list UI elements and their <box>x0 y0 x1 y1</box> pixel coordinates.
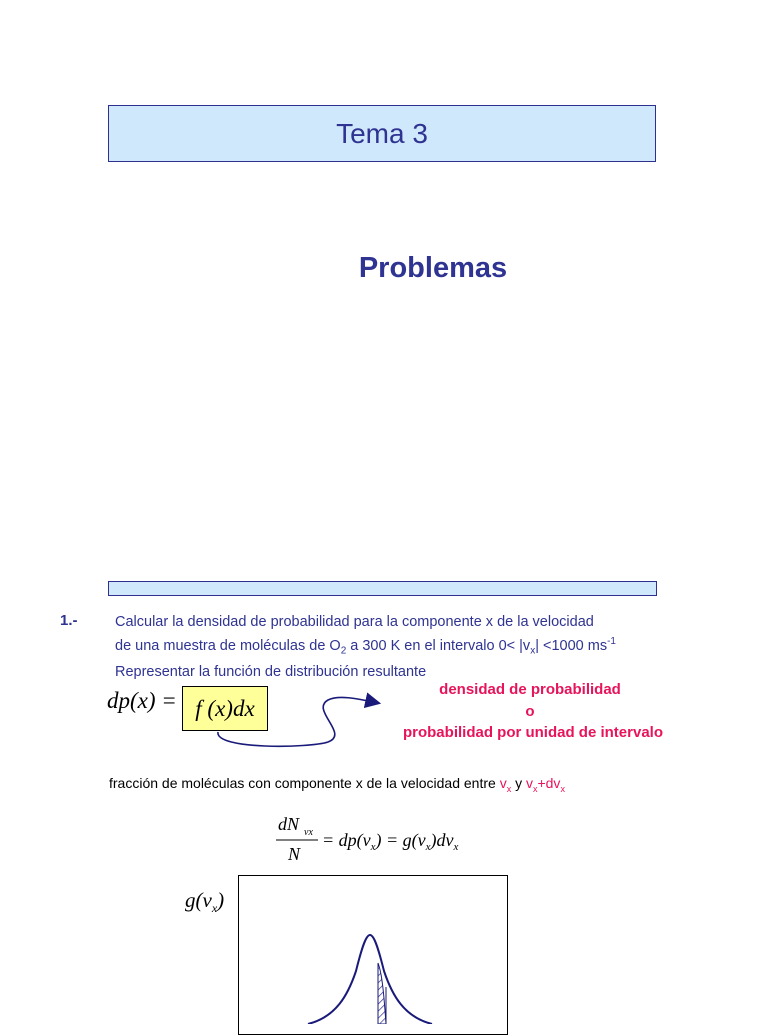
gaussian-curve <box>308 935 432 1024</box>
slide-subtitle: Problemas <box>358 252 508 284</box>
problem-number: 1.- <box>60 612 78 629</box>
formula-rest: = $dp(v_x) = g(v_x)dv_x$ <box>322 830 459 853</box>
annotation-line-3: probabilidad por unidad de intervalo <box>402 724 664 741</box>
distribution-formula <box>270 808 510 868</box>
slide-title: Tema 3 <box>336 117 428 149</box>
section-divider-bar <box>108 581 657 596</box>
equation-lhs: dp(x) = <box>107 688 177 713</box>
distribution-plot <box>238 875 508 1024</box>
problem-line-3: Representar la función de distribución resultante <box>115 663 427 680</box>
annotation-line-1: densidad de probabilidad <box>439 681 621 698</box>
formula-numerator-sub: vx <box>304 827 313 838</box>
title-banner <box>108 105 656 162</box>
formula-numerator: dN <box>278 814 300 834</box>
annotation-line-2: o <box>525 703 535 720</box>
plot-y-label: $g(v_x)$ <box>185 888 225 916</box>
formula-denominator: N <box>288 844 301 864</box>
problem-statement <box>115 612 616 682</box>
annotation-arrow <box>210 690 390 755</box>
problem-line-2: de una muestra de moléculas de $O_2$ a 300 K en el intervalo $0< |v_x| <1000$ $ms^{-1}$ <box>115 636 616 657</box>
equation-boxed-term: f (x)dx <box>182 686 268 731</box>
fraction-description: fracción de moléculas con componente x de la velocidad entre $v_x$ y $v_x+dv_x$ <box>109 775 565 794</box>
problem-line-1: Calcular la densidad de probabilidad para la componente x de la velocidad <box>115 614 594 630</box>
